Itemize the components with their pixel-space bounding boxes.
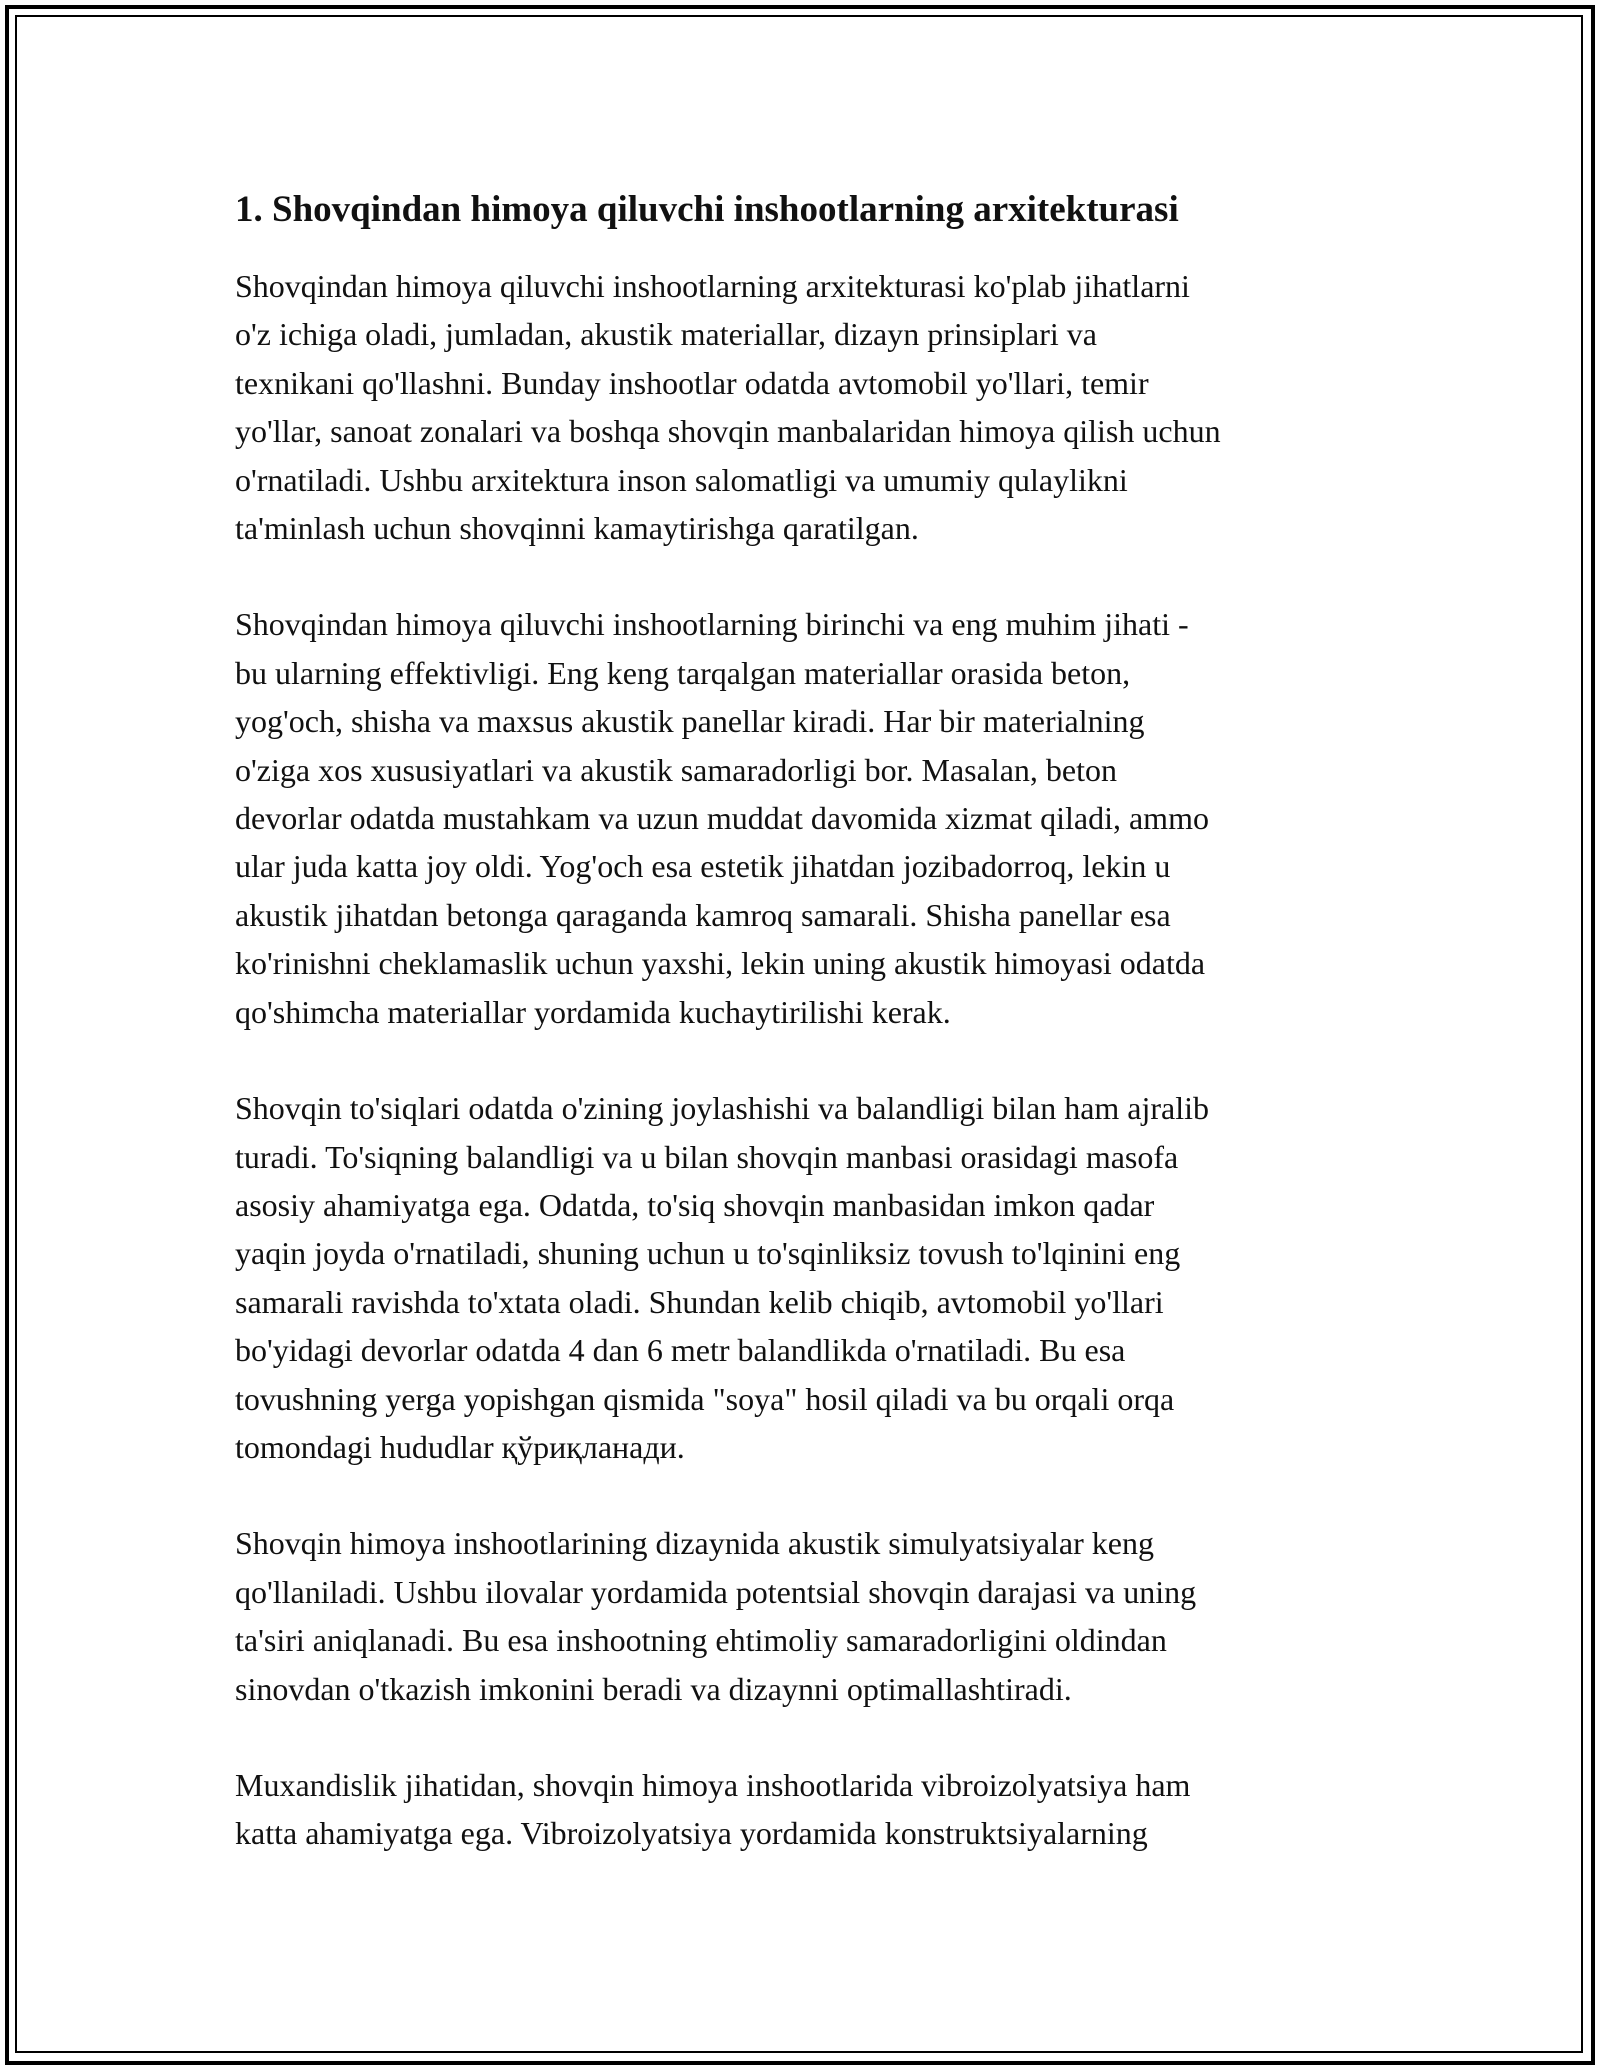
paragraph-5 bbox=[235, 1761, 1375, 1858]
text-line: Shovqindan himoya qiluvchi inshootlarning arxitekturasi ko'plab jihatlarni bbox=[235, 268, 1190, 304]
text-line: qo'shimcha materiallar yordamida kuchaytirilishi kerak. bbox=[235, 993, 951, 1030]
text-line: katta ahamiyatga ega. Vibroizolyatsiya yordamida konstruktsiyalarning bbox=[235, 1815, 1148, 1852]
text-line: o'rnatiladi. Ushbu arxitektura inson salomatligi va umumiy qulaylikni bbox=[235, 461, 1128, 498]
text-line: tomondagi hududlar қўриқланади. bbox=[235, 1428, 685, 1465]
text-line: samarali ravishda to'xtata oladi. Shundan kelib chiqib, avtomobil yo'llari bbox=[235, 1283, 1164, 1320]
paragraph-1 bbox=[235, 262, 1375, 552]
text-line: asosiy ahamiyatga ega. Odatda, to'siq shovqin manbasidan imkon qadar bbox=[235, 1186, 1155, 1223]
paragraph-2 bbox=[235, 600, 1375, 1036]
text-line: bu ularning effektivligi. Eng keng tarqalgan materiallar orasida beton, bbox=[235, 654, 1131, 691]
text-line: Shovqindan himoya qiluvchi inshootlarning birinchi va eng muhim jihati - bbox=[235, 606, 1189, 643]
text-line: texnikani qo'llashni. Bunday inshootlar odatda avtomobil yo'llari, temir bbox=[235, 364, 1149, 401]
text-line: Shovqin himoya inshootlarining dizaynida akustik simulyatsiyalar keng bbox=[235, 1525, 1154, 1562]
text-line: yog'och, shisha va maxsus akustik panellar kiradi. Har bir materialning bbox=[235, 703, 1145, 740]
text-line: turadi. To'siqning balandligi va u bilan shovqin manbasi orasidagi masofa bbox=[235, 1138, 1179, 1175]
paragraph-4 bbox=[235, 1519, 1375, 1713]
text-line: o'ziga xos xususiyatlari va akustik samaradorligi bor. Masalan, beton bbox=[235, 751, 1118, 788]
text-line: ko'rinishni cheklamaslik uchun yaxshi, lekin uning akustik himoyasi odatda bbox=[235, 945, 1206, 982]
text-line: o'z ichiga oladi, jumladan, akustik materiallar, dizayn prinsiplari va bbox=[235, 316, 1097, 353]
document-body bbox=[235, 186, 1375, 1906]
text-line: akustik jihatdan betonga qaraganda kamroq samarali. Shisha panellar esa bbox=[235, 896, 1171, 933]
text-line: devorlar odatda mustahkam va uzun muddat davomida xizmat qiladi, ammo bbox=[235, 800, 1209, 837]
text-line: ta'minlash uchun shovqinni kamaytirishga qaratilgan. bbox=[235, 510, 919, 547]
text-line: tovushning yerga yopishgan qismida "soya" hosil qiladi va bu orqali orqa bbox=[235, 1380, 1175, 1417]
text-line: ular juda katta joy oldi. Yog'och esa estetik jihatdan jozibadorroq, lekin u bbox=[235, 848, 1171, 885]
text-line: yaqin joyda o'rnatiladi, shuning uchun u to'sqinliksiz tovush to'lqinini eng bbox=[235, 1235, 1181, 1272]
text-line: yo'llar, sanoat zonalari va boshqa shovqin manbalaridan himoya qilish uchun bbox=[235, 413, 1221, 450]
paragraph-3 bbox=[235, 1084, 1375, 1471]
text-line: qo'llaniladi. Ushbu ilovalar yordamida potentsial shovqin darajasi va uning bbox=[235, 1573, 1197, 1610]
section-heading: 1. Shovqindan himoya qiluvchi inshootlarning arxitekturasi bbox=[235, 189, 1179, 230]
text-line: Muxandislik jihatidan, shovqin himoya inshootlarida vibroizolyatsiya ham bbox=[235, 1766, 1191, 1803]
text-line: bo'yidagi devorlar odatda 4 dan 6 metr balandlikda o'rnatiladi. Bu esa bbox=[235, 1332, 1126, 1369]
text-line: Shovqin to'siqlari odatda o'zining joylashishi va balandligi bilan ham ajralib bbox=[235, 1090, 1210, 1127]
text-line: ta'siri aniqlanadi. Bu esa inshootning ehtimoliy samaradorligini oldindan bbox=[235, 1622, 1167, 1659]
text-line: sinovdan o'tkazish imkonini beradi va dizaynni optimallashtiradi. bbox=[235, 1670, 1072, 1707]
